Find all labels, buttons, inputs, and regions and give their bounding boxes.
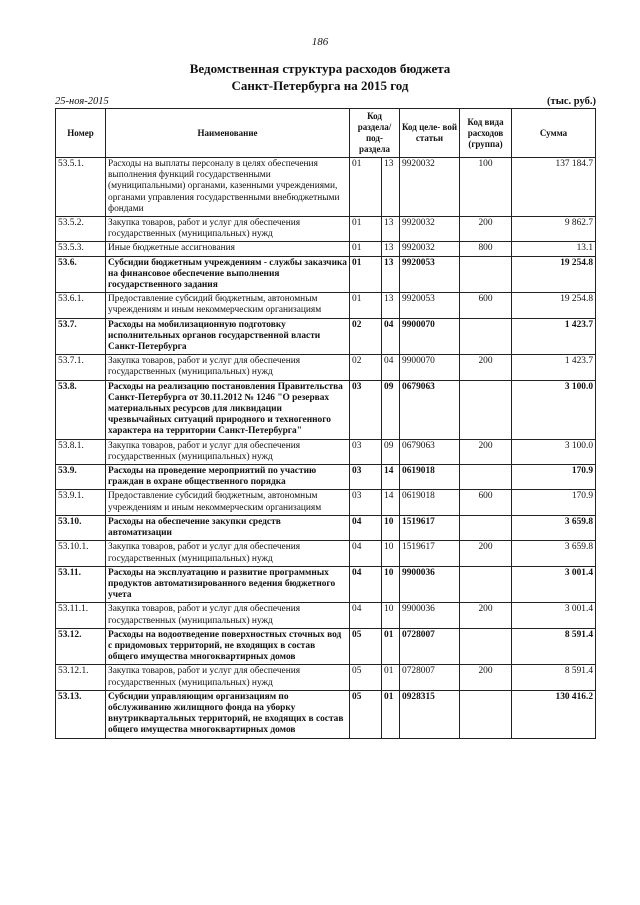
table-row — [56, 256, 596, 293]
cell-article: 0679063 — [400, 439, 460, 464]
table-row — [56, 628, 596, 665]
cell-name: Закупка товаров, работ и услуг для обеспечения государственных (муниципальных) нужд — [106, 439, 350, 464]
cell-expense-type: 600 — [460, 490, 512, 515]
cell-section: 01 — [350, 293, 382, 318]
cell-section: 05 — [350, 665, 382, 690]
cell-number: 53.10.1. — [56, 541, 106, 566]
cell-sum: 1 423.7 — [512, 318, 596, 355]
cell-expense-type — [460, 628, 512, 665]
cell-expense-type: 800 — [460, 242, 512, 256]
cell-section: 03 — [350, 465, 382, 490]
table-row — [56, 541, 596, 566]
cell-number: 53.9.1. — [56, 490, 106, 515]
cell-name: Предоставление субсидий бюджетным, автономным учреждениям и иным некоммерческим организациям — [106, 490, 350, 515]
budget-table — [55, 108, 596, 739]
cell-article: 0619018 — [400, 465, 460, 490]
table-row — [56, 603, 596, 628]
cell-subsection: 09 — [382, 439, 400, 464]
cell-expense-type — [460, 256, 512, 293]
table-row — [56, 490, 596, 515]
cell-section: 04 — [350, 515, 382, 540]
cell-sum: 170.9 — [512, 465, 596, 490]
cell-section: 04 — [350, 566, 382, 603]
cell-subsection: 01 — [382, 690, 400, 738]
table-header-row — [56, 109, 596, 158]
cell-subsection: 01 — [382, 665, 400, 690]
header-expense: Код вида расходов (группа) — [460, 109, 512, 158]
cell-subsection: 10 — [382, 566, 400, 603]
cell-expense-type — [460, 465, 512, 490]
cell-sum: 8 591.4 — [512, 665, 596, 690]
cell-name: Закупка товаров, работ и услуг для обеспечения государственных (муниципальных) нужд — [106, 665, 350, 690]
cell-article: 0728007 — [400, 665, 460, 690]
cell-sum: 3 100.0 — [512, 439, 596, 464]
cell-expense-type: 200 — [460, 665, 512, 690]
cell-expense-type: 200 — [460, 603, 512, 628]
cell-name: Расходы на эксплуатацию и развитие программных продуктов автоматизированного ведения бюджетного учета — [106, 566, 350, 603]
cell-section: 01 — [350, 242, 382, 256]
cell-section: 04 — [350, 541, 382, 566]
cell-name: Закупка товаров, работ и услуг для обеспечения государственных (муниципальных) нужд — [106, 217, 350, 242]
cell-number: 53.11.1. — [56, 603, 106, 628]
cell-expense-type: 200 — [460, 541, 512, 566]
cell-expense-type — [460, 380, 512, 439]
cell-expense-type: 200 — [460, 355, 512, 380]
table-row — [56, 665, 596, 690]
cell-number: 53.6.1. — [56, 293, 106, 318]
page-number: 186 — [311, 36, 329, 48]
cell-number: 53.10. — [56, 515, 106, 540]
cell-name: Субсидии управляющим организациям по обслуживанию жилищного фонда на уборку внутриквартальных территорий, не входящих в состав общего имущества многоквартирных домов — [106, 690, 350, 738]
cell-sum: 8 591.4 — [512, 628, 596, 665]
cell-section: 02 — [350, 355, 382, 380]
cell-number: 53.8. — [56, 380, 106, 439]
table-row — [56, 380, 596, 439]
cell-article: 0679063 — [400, 380, 460, 439]
cell-name: Расходы на проведение мероприятий по участию граждан в охране общественного порядка — [106, 465, 350, 490]
cell-sum: 19 254.8 — [512, 256, 596, 293]
cell-section: 03 — [350, 490, 382, 515]
cell-subsection: 10 — [382, 603, 400, 628]
cell-number: 53.5.3. — [56, 242, 106, 256]
cell-name: Расходы на мобилизационную подготовку исполнительных органов государственной власти Санкт-Петербурга — [106, 318, 350, 355]
table-row — [56, 242, 596, 256]
header-section: Код раздела/ под- раздела — [350, 109, 400, 158]
header-article: Код целе- вой статьи — [400, 109, 460, 158]
cell-section: 05 — [350, 628, 382, 665]
cell-sum: 19 254.8 — [512, 293, 596, 318]
cell-name: Расходы на реализацию постановления Правительства Санкт-Петербурга от 30.11.2012 № 1246 "О резервах материальных ресурсов для ликвидации чрезвычайных ситуаций природного и техногенного характера на территории Санкт-Петербурга" — [106, 380, 350, 439]
cell-subsection: 01 — [382, 628, 400, 665]
cell-article: 9900036 — [400, 603, 460, 628]
cell-sum: 3 659.8 — [512, 541, 596, 566]
cell-name: Иные бюджетные ассигнования — [106, 242, 350, 256]
cell-expense-type: 100 — [460, 158, 512, 217]
cell-sum: 3 100.0 — [512, 380, 596, 439]
cell-section: 03 — [350, 439, 382, 464]
cell-number: 53.7.1. — [56, 355, 106, 380]
cell-article: 9920032 — [400, 242, 460, 256]
cell-section: 01 — [350, 217, 382, 242]
cell-number: 53.5.2. — [56, 217, 106, 242]
cell-subsection: 13 — [382, 293, 400, 318]
cell-sum: 13.1 — [512, 242, 596, 256]
cell-sum: 9 862.7 — [512, 217, 596, 242]
cell-name: Закупка товаров, работ и услуг для обеспечения государственных (муниципальных) нужд — [106, 541, 350, 566]
table-row — [56, 355, 596, 380]
title-line-1: Ведомственная структура расходов бюджета — [189, 61, 451, 76]
cell-sum: 130 416.2 — [512, 690, 596, 738]
cell-number: 53.12.1. — [56, 665, 106, 690]
cell-number: 53.13. — [56, 690, 106, 738]
cell-sum: 137 184.7 — [512, 158, 596, 217]
cell-sum: 3 001.4 — [512, 603, 596, 628]
header-sum: Сумма — [512, 109, 596, 158]
cell-expense-type — [460, 566, 512, 603]
cell-article: 9920032 — [400, 158, 460, 217]
cell-article: 9920053 — [400, 293, 460, 318]
table-row — [56, 318, 596, 355]
cell-subsection: 09 — [382, 380, 400, 439]
cell-name: Расходы на выплаты персоналу в целях обеспечения выполнения функций государственными (муниципальными) органами, казенными учреждениями, органами управления государственными внебюджетными фондами — [106, 158, 350, 217]
cell-name: Предоставление субсидий бюджетным, автономным учреждениям и иным некоммерческим организациям — [106, 293, 350, 318]
cell-name: Расходы на водоотведение поверхностных сточных вод с придомовых территорий, не входящих в состав общего имущества многоквартирных домов — [106, 628, 350, 665]
cell-section: 04 — [350, 603, 382, 628]
cell-subsection: 13 — [382, 217, 400, 242]
cell-subsection: 10 — [382, 515, 400, 540]
cell-number: 53.7. — [56, 318, 106, 355]
cell-subsection: 04 — [382, 355, 400, 380]
cell-expense-type: 200 — [460, 439, 512, 464]
cell-name: Субсидии бюджетным учреждениям - службы заказчика на финансовое обеспечение выполнения государственного задания — [106, 256, 350, 293]
table-row — [56, 566, 596, 603]
cell-article: 9900036 — [400, 566, 460, 603]
cell-subsection: 04 — [382, 318, 400, 355]
document-date: 25-ноя-2015 — [55, 96, 109, 107]
cell-article: 1519617 — [400, 515, 460, 540]
cell-number: 53.9. — [56, 465, 106, 490]
cell-article: 9900070 — [400, 318, 460, 355]
header-name: Наименование — [106, 109, 350, 158]
cell-article: 9920053 — [400, 256, 460, 293]
cell-sum: 3 659.8 — [512, 515, 596, 540]
cell-article: 9900070 — [400, 355, 460, 380]
cell-number: 53.12. — [56, 628, 106, 665]
cell-article: 1519617 — [400, 541, 460, 566]
cell-subsection: 10 — [382, 541, 400, 566]
cell-expense-type — [460, 318, 512, 355]
cell-subsection: 14 — [382, 490, 400, 515]
cell-expense-type: 200 — [460, 217, 512, 242]
table-row — [56, 515, 596, 540]
cell-sum: 170.9 — [512, 490, 596, 515]
cell-number: 53.8.1. — [56, 439, 106, 464]
cell-article: 9920032 — [400, 217, 460, 242]
cell-article: 0619018 — [400, 490, 460, 515]
cell-expense-type — [460, 515, 512, 540]
table-row — [56, 465, 596, 490]
table-row — [56, 690, 596, 738]
table-row — [56, 217, 596, 242]
title-line-2: Санкт-Петербурга на 2015 год — [231, 78, 409, 93]
table-row — [56, 293, 596, 318]
cell-section: 03 — [350, 380, 382, 439]
table-row — [56, 158, 596, 217]
cell-number: 53.6. — [56, 256, 106, 293]
cell-name: Закупка товаров, работ и услуг для обеспечения государственных (муниципальных) нужд — [106, 603, 350, 628]
document-title — [0, 60, 640, 94]
cell-section: 01 — [350, 256, 382, 293]
cell-subsection: 13 — [382, 158, 400, 217]
cell-section: 01 — [350, 158, 382, 217]
cell-subsection: 13 — [382, 256, 400, 293]
cell-section: 02 — [350, 318, 382, 355]
cell-name: Расходы на обеспечение закупки средств автоматизации — [106, 515, 350, 540]
cell-subsection: 13 — [382, 242, 400, 256]
units-label: (тыс. руб.) — [547, 96, 596, 107]
cell-article: 0728007 — [400, 628, 460, 665]
header-number: Номер — [56, 109, 106, 158]
table-row — [56, 439, 596, 464]
table-body — [56, 158, 596, 739]
cell-sum: 3 001.4 — [512, 566, 596, 603]
cell-subsection: 14 — [382, 465, 400, 490]
cell-expense-type — [460, 690, 512, 738]
cell-name: Закупка товаров, работ и услуг для обеспечения государственных (муниципальных) нужд — [106, 355, 350, 380]
cell-section: 05 — [350, 690, 382, 738]
cell-expense-type: 600 — [460, 293, 512, 318]
cell-number: 53.11. — [56, 566, 106, 603]
cell-sum: 1 423.7 — [512, 355, 596, 380]
cell-article: 0928315 — [400, 690, 460, 738]
cell-number: 53.5.1. — [56, 158, 106, 217]
